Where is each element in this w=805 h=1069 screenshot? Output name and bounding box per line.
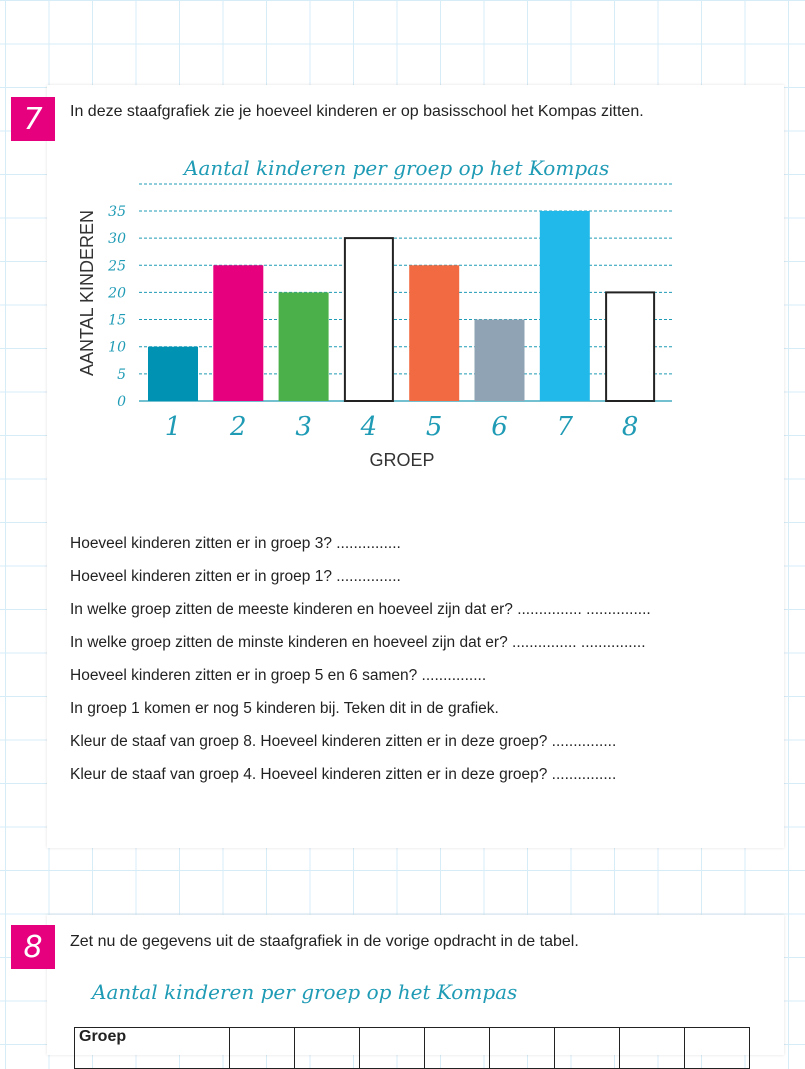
table-cell[interactable]	[295, 1028, 360, 1069]
x-tick-label: 1	[164, 412, 182, 442]
bar-groep-4	[345, 238, 393, 401]
table-cell[interactable]	[555, 1028, 620, 1069]
y-tick-label: 15	[108, 312, 126, 329]
table-row	[75, 1028, 750, 1069]
y-tick-label: 30	[108, 231, 126, 248]
bar-groep-7	[540, 211, 590, 401]
question-2: Hoeveel kinderen zitten er in groep 1? ...............	[70, 568, 401, 585]
table-cell[interactable]	[230, 1028, 295, 1069]
question-5: Hoeveel kinderen zitten er in groep 5 en 6 samen? ...............	[70, 667, 487, 684]
table-cell[interactable]	[490, 1028, 555, 1069]
bar-groep-5	[409, 265, 459, 401]
x-axis-label: GROEP	[369, 450, 435, 470]
bar-groep-1	[148, 347, 198, 401]
question-1: Hoeveel kinderen zitten er in groep 3? ...............	[70, 535, 401, 552]
x-tick-label: 7	[556, 412, 574, 442]
question-7: Kleur de staaf van groep 8. Hoeveel kinderen zitten er in deze groep? ...............	[70, 733, 617, 750]
exercise-7-intro: In deze staafgrafiek zie je hoeveel kinderen er op basisschool het Kompas zitten.	[70, 103, 644, 120]
table-cell[interactable]	[425, 1028, 490, 1069]
y-tick-label: 10	[108, 339, 126, 356]
x-tick-label: 2	[230, 412, 247, 442]
y-tick-label: 0	[117, 394, 126, 410]
y-tick-label: 25	[108, 258, 126, 275]
x-tick-label: 6	[491, 412, 508, 442]
x-tick-label: 4	[360, 412, 378, 442]
y-tick-label: 35	[108, 203, 126, 220]
table-cell[interactable]	[360, 1028, 425, 1069]
question-4: In welke groep zitten de minste kinderen en hoeveel zijn dat er? ............... ...............	[70, 634, 646, 651]
question-6: In groep 1 komen er nog 5 kinderen bij. Teken dit in de grafiek.	[70, 700, 499, 717]
table-cell[interactable]	[685, 1028, 750, 1069]
exercise-number-7: 7	[11, 97, 55, 141]
chart-title: Aantal kinderen per groep op het Kompas	[184, 156, 610, 180]
y-axis-label: AANTAL KINDEREN	[77, 209, 97, 377]
y-tick-label: 20	[108, 285, 126, 302]
table-cell[interactable]	[620, 1028, 685, 1069]
table-title: Aantal kinderen per groep op het Kompas	[92, 980, 518, 1004]
bar-groep-8	[606, 292, 654, 401]
question-3: In welke groep zitten de meeste kinderen en hoeveel zijn dat er? ............... ...............	[70, 601, 651, 618]
data-table	[74, 1027, 750, 1069]
bar-groep-2	[213, 265, 263, 401]
bar-groep-3	[279, 292, 329, 401]
x-tick-label: 3	[295, 412, 312, 442]
x-tick-label: 8	[621, 412, 639, 442]
x-tick-label: 5	[425, 412, 443, 442]
exercise-8-intro: Zet nu de gegevens uit de staafgrafiek in de vorige opdracht in de tabel.	[70, 933, 579, 950]
exercise-number-8: 8	[11, 925, 55, 969]
y-tick-label: 5	[117, 366, 126, 383]
question-8: Kleur de staaf van groep 4. Hoeveel kinderen zitten er in deze groep? ...............	[70, 766, 617, 783]
bar-chart	[0, 0, 805, 500]
bar-groep-6	[475, 320, 525, 401]
table-header-cell: Groep	[75, 1028, 230, 1069]
